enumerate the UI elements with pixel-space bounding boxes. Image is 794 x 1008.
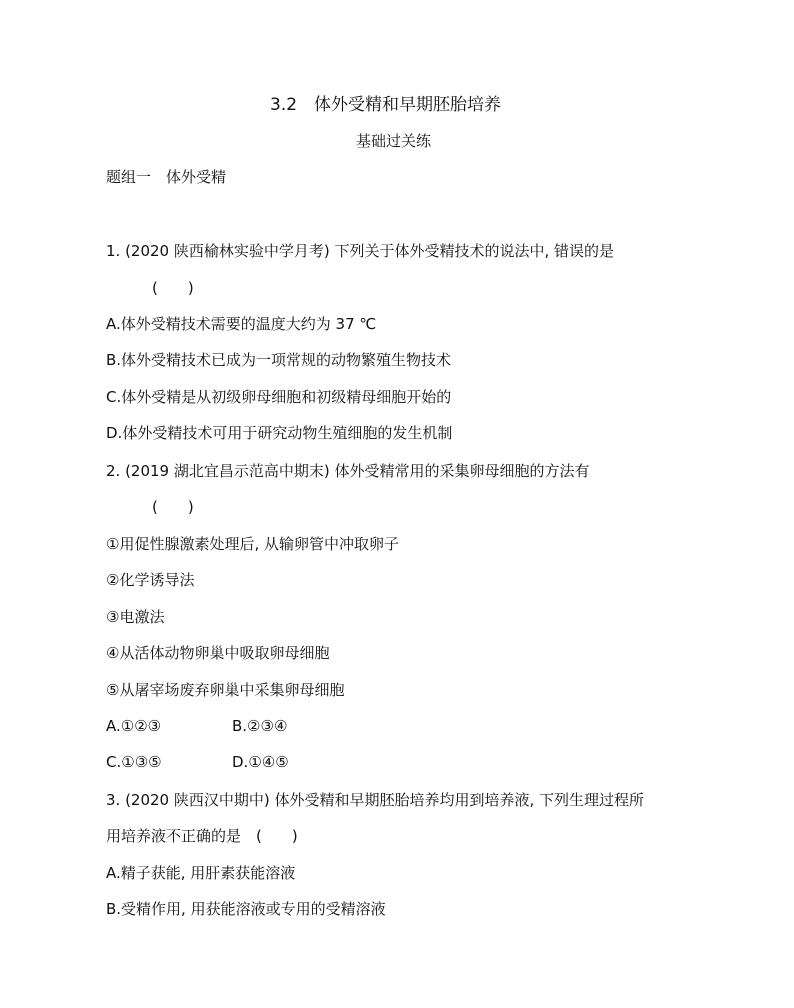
question-2-item-5: ⑤从屠宰场废弃卵巢中采集卵母细胞 [106,681,345,699]
question-2-choice-a: A.①②③ [106,717,162,735]
question-2-answer-blank: ( ) [152,498,194,516]
question-1-option-c: C.体外受精是从初级卵母细胞和初级精母细胞开始的 [106,388,452,406]
question-2-item-4: ④从活体动物卵巢中吸取卵母细胞 [106,644,330,662]
question-2-choice-d: D.①④⑤ [232,753,289,771]
question-3-stem-line-1: 3. (2020 陕西汉中期中) 体外受精和早期胚胎培养均用到培养液, 下列生理过程所 [106,791,645,809]
question-1-stem: 1. (2020 陕西榆林实验中学月考) 下列关于体外受精技术的说法中, 错误的是 [106,242,615,260]
page-subtitle: 基础过关练 [356,132,432,150]
question-1-answer-blank: ( ) [152,279,194,297]
group-heading: 题组一 体外受精 [106,168,227,186]
question-2-item-2: ②化学诱导法 [106,571,195,589]
question-2-item-3: ③电激法 [106,608,165,626]
question-3-option-b: B.受精作用, 用获能溶液或专用的受精溶液 [106,900,386,918]
question-2-item-1: ①用促性腺激素处理后, 从输卵管中冲取卵子 [106,535,399,553]
question-3-stem-line-2: 用培养液不正确的是 ( ) [106,827,298,845]
page-title: 3.2 体外受精和早期胚胎培养 [270,95,502,115]
question-2-choice-c: C.①③⑤ [106,753,162,771]
question-1-option-a: A.体外受精技术需要的温度大约为 37 ℃ [106,315,377,333]
question-1-option-b: B.体外受精技术已成为一项常规的动物繁殖生物技术 [106,351,452,369]
question-3-option-a: A.精子获能, 用肝素获能溶液 [106,864,296,882]
question-1-option-d: D.体外受精技术可用于研究动物生殖细胞的发生机制 [106,424,453,442]
question-2-stem: 2. (2019 湖北宜昌示范高中期末) 体外受精常用的采集卵母细胞的方法有 [106,462,590,480]
question-2-choice-b: B.②③④ [232,717,288,735]
